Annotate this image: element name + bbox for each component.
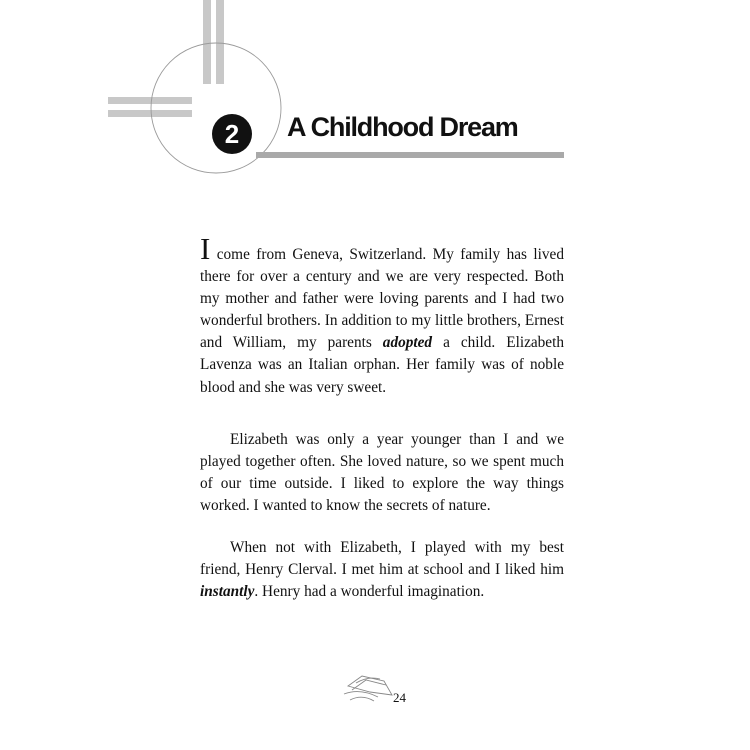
decor-vertical-bar-2	[216, 0, 224, 84]
chapter-title: A Childhood Dream	[287, 112, 518, 142]
paragraph-text: a child. Elizabeth Lavenza was an Italian orphan. Her family was of noble blood and she was very sweet.	[200, 334, 564, 396]
paragraph-text: . Henry had a wonderful imagination.	[254, 583, 485, 601]
page-number: 24	[393, 690, 406, 705]
paragraph-3	[200, 537, 564, 603]
vocab-word: instantly	[200, 583, 255, 601]
decor-vertical-bar-1	[203, 0, 211, 84]
chapter-number-badge: 2	[212, 114, 252, 154]
paragraph-text: come from Geneva, Switzerland. My family has lived there for over a century and we are very respected. Both my mother and father were loving parents and I had two wonderful brothers. In addition to my little brothers, Ernest and William, my parents	[200, 246, 564, 352]
vocab-word: adopted	[382, 334, 433, 352]
decor-horizontal-bar-2	[108, 110, 192, 117]
paragraph-2: Elizabeth was only a year younger than I and we played together often. She loved nature, so we spent much of our time outside. I liked to explore the way things worked. I wanted to know the secrets of nature.	[200, 431, 564, 515]
decor-horizontal-bar-1	[108, 97, 192, 104]
drop-cap: I	[200, 231, 211, 266]
title-underline	[256, 152, 564, 158]
paragraph-1	[200, 231, 564, 399]
book-logo-icon	[344, 676, 392, 701]
paragraph-text: When not with Elizabeth, I played with my best friend, Henry Clerval. I met him at school and I liked him	[200, 539, 564, 579]
